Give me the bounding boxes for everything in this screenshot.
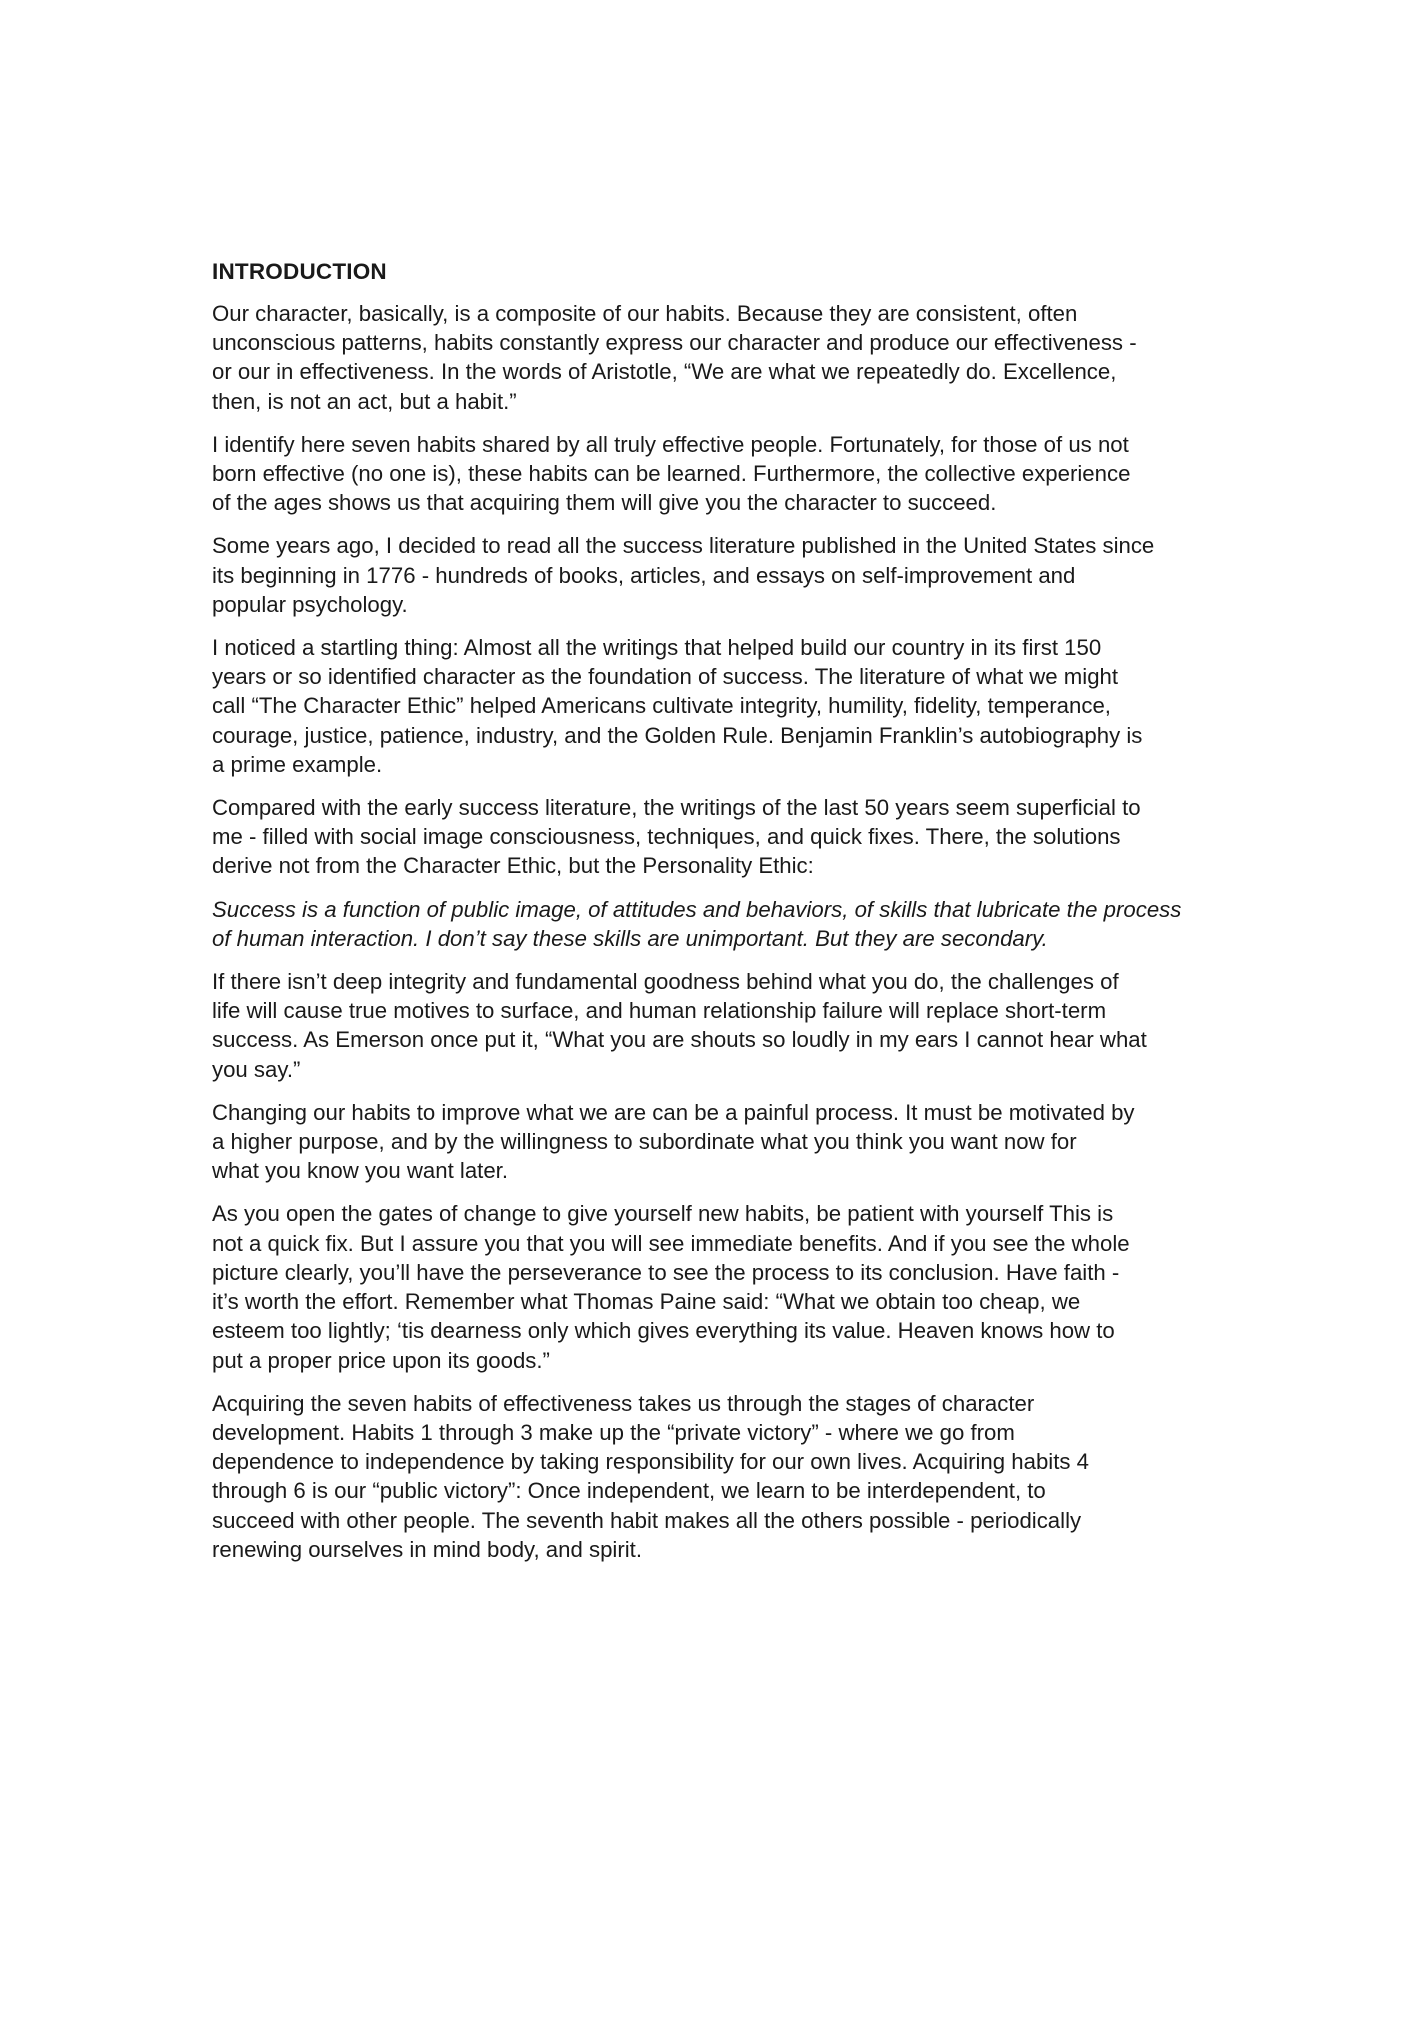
paragraph-character-ethic: I noticed a startling thing: Almost all the writings that helped build our country in its first 150 years or so identified character as the foundation of success. The literature of what we might call “The Character Ethic” helped Americans cultivate integrity, humility, fidelity, temperance, courage, justice, patience, industry, and the Golden Rule. Benjamin Franklin’s autobiography is a prime example. [212,635,1143,777]
paragraph-victories: Acquiring the seven habits of effectiveness takes us through the stages of character development. Habits 1 through 3 make up the “private victory” - where we go from dependence to independence by taking responsibility for our own lives. Acquiring habits 4 through 6 is our “public victory”: Once independent, we learn to be interdependent, to succeed with other people. The seventh habit makes all the others possible - periodically renewing ourselves in mind body, and spirit. [212,1390,1089,1562]
paragraph-success-literature: Some years ago, I decided to read all the success literature published in the United States since its beginning in 1776 - hundreds of books, articles, and essays on self-improvement and popular psychology. [212,533,1155,617]
paragraph-seven-habits: I identify here seven habits shared by all truly effective people. Fortunately, for those of us not born effective (no one is), these habits can be learned. Furthermore, the collective experience of the ages shows us that acquiring them will give you the character to succeed. [212,431,1131,516]
paragraph-gates-of-change: As you open the gates of change to give yourself new habits, be patient with yourself This is not a quick fix. But I assure you that you will see immediate benefits. And if you see the whole picture clearly, you’ll have the perseverance to see the process to its conclusion. Have faith - it’s worth the effort. Remember what Thomas Paine said: “What we obtain too cheap, we esteem too lightly; ‘tis dearness only which gives everything its value. Heaven knows how to put a proper price upon its goods.” [212,1201,1130,1373]
paragraph-changing-habits: Changing our habits to improve what we are can be a painful process. It must be motivated by a higher purpose, and by the willingness to subordinate what you think you want now for what you know you want later. [212,1099,1135,1184]
document-page [212,257,1222,1578]
paragraph-integrity: If there isn’t deep integrity and fundamental goodness behind what you do, the challenges of life will cause true motives to surface, and human relationship failure will replace short-term success. As Emerson once put it, “What you are shouts so loudly in my ears I cannot hear what you say.” [212,969,1147,1082]
paragraph-quote-italic: Success is a function of public image, of attitudes and behaviors, of skills that lubricate the process of human interaction. I don’t say these skills are unimportant. But they are secondary. [212,896,1182,951]
section-heading: INTRODUCTION [212,259,387,284]
paragraph-personality-ethic: Compared with the early success literature, the writings of the last 50 years seem superficial to me - filled with social image consciousness, techniques, and quick fixes. There, the solutions derive not from the Character Ethic, but the Personality Ethic: [212,795,1141,879]
paragraph-character-habits: Our character, basically, is a composite of our habits. Because they are consistent, often unconscious patterns, habits constantly express our character and produce our effectiveness - or our in effectiveness. In the words of Aristotle, “We are what we repeatedly do. Excellence, then, is not an act, but a habit.” [212,301,1137,414]
